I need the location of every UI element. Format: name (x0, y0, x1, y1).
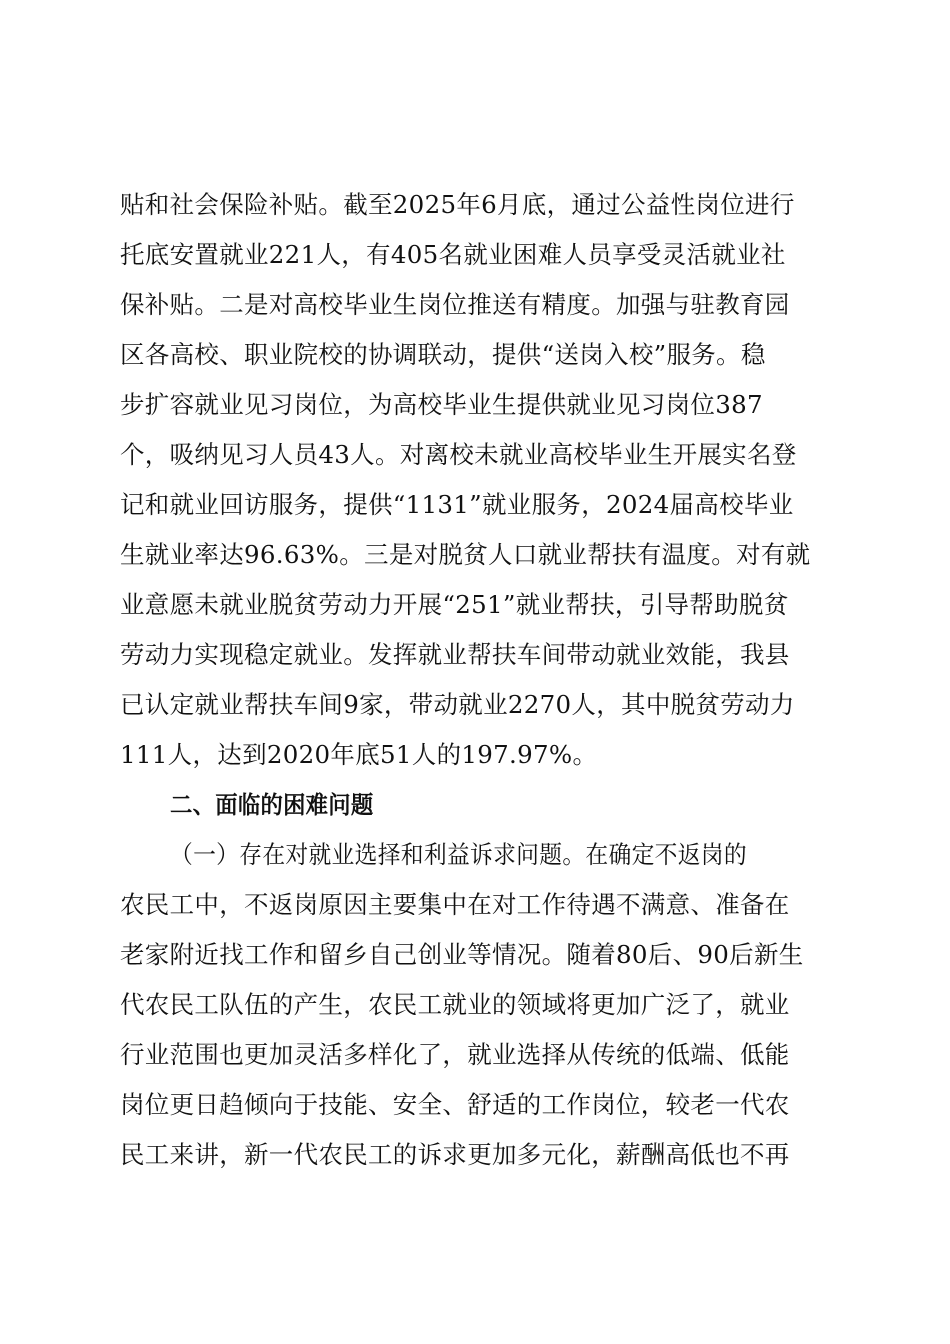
body-text-line: 行业范围也更加灵活多样化了，就业选择从传统的低端、低能 (120, 1040, 790, 1069)
body-text-line: 老家附近找工作和留乡自己创业等情况。随着80后、90后新生 (120, 940, 804, 969)
body-text-line: 记和就业回访服务，提供“1131”就业服务，2024届高校毕业 (120, 490, 794, 519)
body-text-line: 民工来讲，新一代农民工的诉求更加多元化，薪酬高低也不再 (120, 1140, 790, 1169)
body-text-line: 生就业率达96.63%。三是对脱贫人口就业帮扶有温度。对有就 (120, 540, 811, 569)
body-text-line: 贴和社会保险补贴。截至2025年6月底，通过公益性岗位进行 (120, 190, 795, 219)
body-text-line: 劳动力实现稳定就业。发挥就业帮扶车间带动就业效能，我县 (120, 640, 790, 669)
body-text-line: 农民工中，不返岗原因主要集中在对工作待遇不满意、准备在 (120, 890, 790, 919)
body-text-line: 代农民工队伍的产生，农民工就业的领域将更加广泛了，就业 (120, 990, 790, 1019)
body-text-line: 业意愿未就业脱贫劳动力开展“251”就业帮扶，引导帮助脱贫 (120, 590, 789, 619)
section-heading: 二、面临的困难问题 (170, 791, 374, 819)
body-text-line: 已认定就业帮扶车间9家，带动就业2270人，其中脱贫劳动力 (120, 690, 795, 719)
paragraph-first-line: （一）存在对就业选择和利益诉求问题。在确定不返岗的 (170, 840, 747, 869)
body-text-line: 岗位更日趋倾向于技能、安全、舒适的工作岗位，较老一代农 (120, 1090, 790, 1119)
body-text-line: 区各高校、职业院校的协调联动，提供“送岗入校”服务。稳 (120, 340, 766, 369)
body-text-line: 个，吸纳见习人员43人。对离校未就业高校毕业生开展实名登 (120, 440, 797, 469)
body-text-line: 托底安置就业221人，有405名就业困难人员享受灵活就业社 (120, 240, 786, 269)
body-text-line: 111人，达到2020年底51人的197.97%。 (120, 740, 598, 769)
body-text-line: 保补贴。二是对高校毕业生岗位推送有精度。加强与驻教育园 (120, 290, 790, 319)
body-text-line: 步扩容就业见习岗位，为高校毕业生提供就业见习岗位387 (120, 390, 763, 419)
